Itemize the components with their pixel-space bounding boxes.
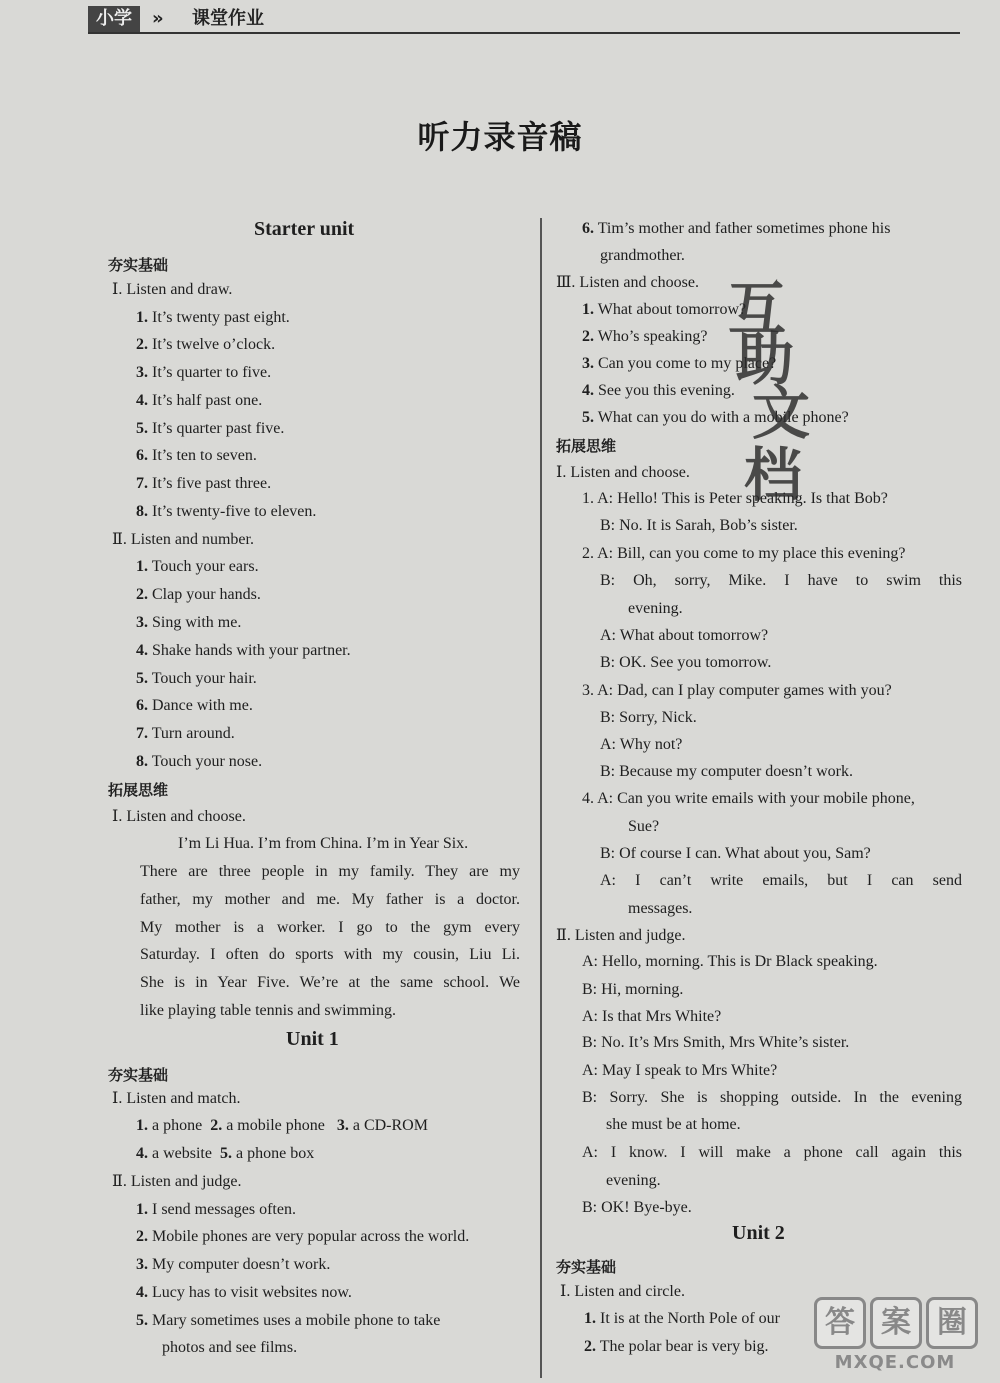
dialogue-line: A: I can’t write emails, but I can send [600, 872, 962, 889]
part-heading: Ⅱ. Listen and judge. [556, 927, 686, 944]
list-item: 4. It’s half past one. [136, 392, 263, 409]
unit-title-1: Unit 1 [286, 1028, 339, 1050]
dialogue-line: A: Is that Mrs White? [582, 1008, 722, 1025]
dialogue-line: A: What about tomorrow? [600, 627, 769, 644]
list-item: 1. It’s twenty past eight. [136, 309, 290, 326]
list-item: 2. The polar bear is very big. [584, 1338, 769, 1355]
dialogue-line: B: Of course I can. What about you, Sam? [600, 845, 871, 862]
paragraph-line: My mother is a worker. I go to the gym every [140, 919, 520, 936]
dialogue-line: A: I know. I will make a phone call again this [582, 1144, 962, 1161]
part-heading: Ⅱ. Listen and number. [112, 531, 254, 548]
list-item: 6. Dance with me. [136, 697, 253, 714]
match-line: 1. a phone 2. a mobile phone 3. a CD-ROM [136, 1117, 428, 1134]
handwriting-char: 助 [736, 325, 795, 393]
part-heading: Ⅲ. Listen and choose. [556, 274, 699, 291]
watermark-char: 案 [870, 1297, 922, 1349]
dialogue-line: A: May I speak to Mrs White? [582, 1062, 778, 1079]
handwriting-char: 档 [744, 441, 803, 509]
paragraph-line: father, my mother and me. My father is a doctor. [140, 891, 520, 908]
list-item: 3. It’s quarter to five. [136, 364, 272, 381]
dialogue-line: 2. A: Bill, can you come to my place this evening? [582, 545, 906, 562]
handwriting-char: 文 [752, 379, 811, 447]
list-item: 7. It’s five past three. [136, 475, 272, 492]
list-item: 8. Touch your nose. [136, 753, 263, 770]
part-heading: Ⅰ. Listen and match. [112, 1090, 241, 1107]
dialogue-line: B: Sorry. She is shopping outside. In the evening [582, 1089, 962, 1106]
column-divider [540, 218, 542, 1378]
paragraph-line: Saturday. I often do sports with my cousin, Liu Li. [140, 946, 520, 963]
list-item: 2. Mobile phones are very popular across the world. [136, 1228, 470, 1245]
dialogue-line: B: No. It’s Mrs Smith, Mrs White’s sister. [582, 1034, 850, 1051]
running-header [88, 6, 960, 34]
list-item: 3. Can you come to my place? [582, 355, 777, 372]
list-item: 1. Touch your ears. [136, 558, 259, 575]
handwriting-char: 互 [728, 275, 787, 343]
page-title: 听力录音稿 [417, 118, 583, 156]
watermark-char: 答 [814, 1297, 866, 1349]
list-item: 1. What about tomorrow? [582, 301, 747, 318]
list-item: 3. My computer doesn’t work. [136, 1256, 331, 1273]
part-heading: Ⅰ. Listen and choose. [112, 808, 246, 825]
list-item: 6. Tim’s mother and father sometimes phone his [582, 220, 891, 237]
part-heading: Ⅱ. Listen and judge. [112, 1173, 242, 1190]
section-heading: 拓展思维 [556, 437, 617, 455]
dialogue-line: B: Sorry, Nick. [600, 709, 697, 726]
list-item: 5. It’s quarter past five. [136, 420, 285, 437]
dialogue-line: B: OK. See you tomorrow. [600, 654, 772, 671]
watermark-char: 圈 [926, 1297, 978, 1349]
section-heading: 夯实基础 [108, 256, 169, 274]
list-item: 1. I send messages often. [136, 1201, 296, 1218]
paragraph-line: There are three people in my family. They are my [140, 863, 520, 880]
dialogue-line: B: Oh, sorry, Mike. I have to swim this [600, 572, 962, 589]
dialogue-line: A: Hello, morning. This is Dr Black speaking. [582, 953, 878, 970]
paragraph-line: like playing table tennis and swimming. [140, 1002, 396, 1019]
chevron-icon: » [152, 8, 164, 29]
list-item: 5. Mary sometimes uses a mobile phone to take [136, 1312, 441, 1329]
dialogue-line: evening. [628, 600, 683, 617]
header-tag: 小学 [88, 6, 140, 32]
section-heading: 夯实基础 [108, 1066, 169, 1084]
unit-title-2: Unit 2 [732, 1222, 785, 1244]
dialogue-line: 3. A: Dad, can I play computer games with you? [582, 682, 892, 699]
part-heading: Ⅰ. Listen and draw. [112, 281, 233, 298]
list-item: 2. Who’s speaking? [582, 328, 708, 345]
list-item: 7. Turn around. [136, 725, 235, 742]
dialogue-line: evening. [606, 1172, 661, 1189]
dialogue-line: messages. [628, 900, 693, 917]
list-item: 4. See you this evening. [582, 382, 735, 399]
list-item: 5. What can you do with a mobile phone? [582, 409, 849, 426]
list-item: 8. It’s twenty-five to eleven. [136, 503, 317, 520]
dialogue-line: B: OK! Bye-bye. [582, 1199, 692, 1216]
match-line: 4. a website 5. a phone box [136, 1145, 315, 1162]
watermark-logo [810, 1297, 980, 1373]
section-heading: 夯实基础 [556, 1258, 617, 1276]
dialogue-line: B: No. It is Sarah, Bob’s sister. [600, 517, 798, 534]
list-item-cont: photos and see films. [162, 1339, 298, 1356]
list-item: 2. It’s twelve o’clock. [136, 336, 276, 353]
dialogue-line: B: Because my computer doesn’t work. [600, 763, 853, 780]
part-heading: Ⅰ. Listen and circle. [560, 1283, 685, 1300]
header-title: 课堂作业 [192, 8, 264, 29]
list-item: 3. Sing with me. [136, 614, 242, 631]
section-heading: 拓展思维 [108, 781, 169, 799]
dialogue-line: Sue? [628, 818, 660, 835]
dialogue-line: 4. A: Can you write emails with your mobile phone, [582, 790, 915, 807]
dialogue-line: she must be at home. [606, 1116, 741, 1133]
watermark-url: MXQE.COM [834, 1352, 956, 1373]
dialogue-line: B: Hi, morning. [582, 981, 684, 998]
list-item: 4. Shake hands with your partner. [136, 642, 351, 659]
paragraph-line: I’m Li Hua. I’m from China. I’m in Year Six. [178, 835, 469, 852]
list-item: 2. Clap your hands. [136, 586, 261, 603]
paragraph-line: She is in Year Five. We’re at the same school. We [140, 974, 520, 991]
list-item: 5. Touch your hair. [136, 670, 257, 687]
list-item: 4. Lucy has to visit websites now. [136, 1284, 352, 1301]
list-item: 1. It is at the North Pole of our [584, 1310, 780, 1327]
dialogue-line: A: Why not? [600, 736, 683, 753]
dialogue-line: 1. A: Hello! This is Peter speaking. Is that Bob? [582, 490, 888, 507]
unit-title-starter: Starter unit [254, 218, 355, 240]
list-item-cont: grandmother. [600, 247, 685, 264]
list-item: 6. It’s ten to seven. [136, 447, 257, 464]
part-heading: Ⅰ. Listen and choose. [556, 464, 690, 481]
